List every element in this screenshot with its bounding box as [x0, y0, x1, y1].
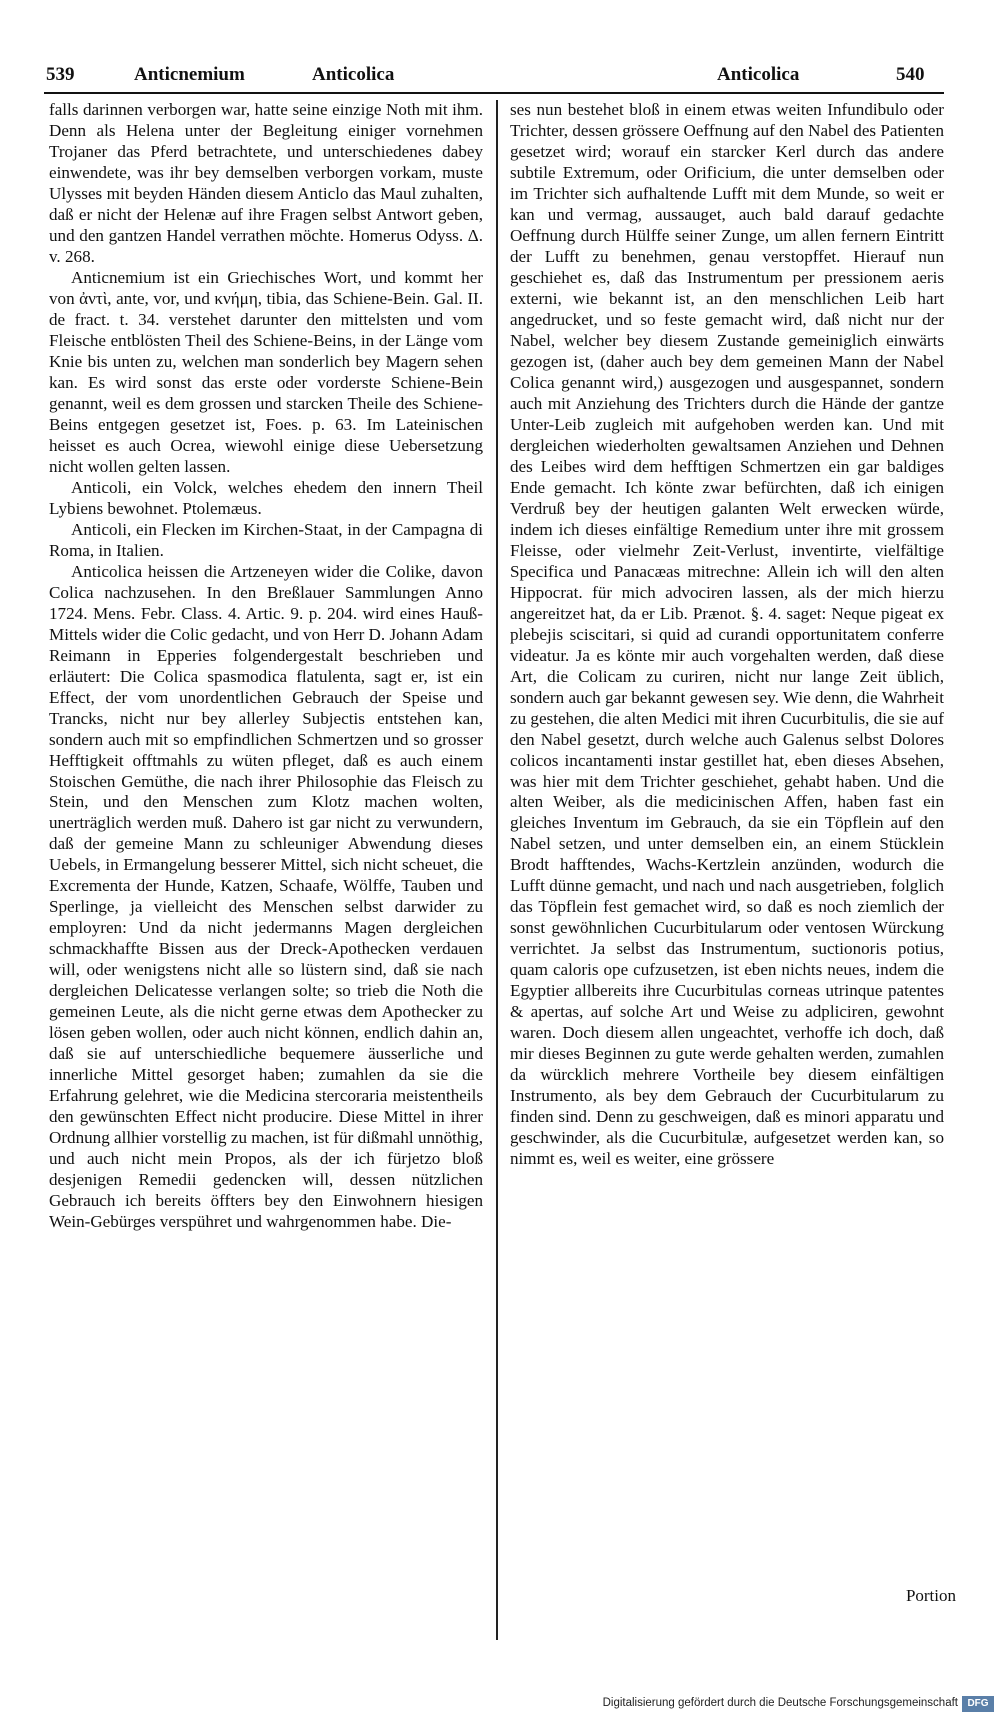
column-divider: [496, 100, 498, 1640]
keyword-right: Anticolica: [717, 64, 800, 85]
text-columns: [44, 100, 944, 1640]
keyword-left-last: Anticolica: [312, 64, 395, 85]
page-header: [44, 58, 944, 94]
entry-paragraph: ses nun bestehet bloß in einem etwas weiten Infundibulo oder Trichter, dessen grössere Oeffnung auf den Nabel des Patienten gesetzet wird; worauf ein starcker Kerl durch das andere subtile Extremum, oder Orificium, die unter demselben oder im Trichter sich aufhaltende Lufft mit dem Munde, so weit er kan und vermag, aussauget, auch bald darauf gedachte Oeffnung durch Hülffe seiner Zunge, um allen fernern Eintritt der Lufft zu benehmen, genau verstopffet. Hierauf nun geschiehet es, daß das Instrumentum per pressionem aeris externi, wie bekannt ist, an den menschlichen Leib hart angedrucket, und so feste gemacht wird, daß nicht nur der Nabel, welcher bey diesem Zustande gemeiniglich einwärts gezogen ist, (daher auch bey dem gemeinen Mann der Nabel Colica genannt wird,) ausgezogen und ausgespannet, sondern auch mit Anziehung des Trichters durch die Hände der gantze Unter-Leib zugleich mit aufgehoben werden kan. Und mit dergleichen wiederholten gewaltsamen Anziehen und Dehnen des Leibes wird dem hefftigen Schmertzen ein gar baldiges Ende gemacht. Ich könte zwar befürchten, daß ich einigen Verdruß bey der heutigen galanten Welt erwecken würde, indem ich dieses einfältige Remedium unter ihre mit grossem Fleisse, oder vielmehr Zeit-Verlust, inventirte, vielfältige Specifica und Panacæas mitrechne: Allein ich will den alten Hippocrat. für mich advociren lassen, als der mich hierzu angereitzet hat, da er Lib. Prænot. §. 4. saget: Neque pigeat ex plebejis sciscitari, si quid ad curandi opportunitatem conferre videatur. Ja es könte mir auch vorgehalten werden, daß diese Art, die Colicam zu curiren, nicht nur lange Zeit üblich, sondern auch gar bekannt gewesen sey. Wie denn, die Wahrheit zu gestehen, die alten Medici mit ihren Cucurbitulis, die sie auf den Nabel gesetzt, durch welche auch Galenus selbst Dolores colicos incantamenti instar gestillet hat, eben dieses Absehen, was hier mit dem Trichter geschiehet, gehabt haben. Und die alten Weiber, als die medicinischen Affen, haben fast ein gleiches Inventum im Gebrauch, da sie ein Töpflein auf den Nabel setzen, und unter demselben ein, an einem Stücklein Brodt hafftendes, Wachs-Kertzlein anzünden, wodurch die Lufft dünne gemacht, und nach und nach ausgetrieben, folglich das Töpflein fest gemachet wird, so daß es noch ziemlich der sonst gewöhnlichen Cucurbitularum oder ventosen Würckung verrichtet. Ja selbst das Instrumentum, suctionoris potius, quam caloris ope cufzusetzen, ist eben nichts neues, indem die Egyptier allbereits ihre Cucurbitulas corneas utrinque patentes & apertas, auf solche Art und Weise zu adpliciren, gewohnt waren. Doch diesem allen ungeachtet, verhoffe ich doch, daß mir dieses Beginnen zu gute werde gehalten werden, zumahlen da würcklich mehrere Vortheile bey diesem einfältigen Instrumento, als bey dem Gebrauch der Cucurbitularum zu finden sind. Denn zu geschweigen, daß es minori apparatu und geschwinder, als die Cucurbitulæ, aufgesetzet werden kan, so nimmt es, weil es weiter, eine grössere: [510, 100, 944, 1169]
left-column: [49, 100, 483, 1233]
entry-paragraph: Anticnemium ist ein Griechisches Wort, und kommt her von ἀντὶ, ante, vor, und κνήμη, tibia, das Schiene-Bein. Gal. II. de fract. t. 34. verstehet darunter den mittelsten und vom Fleische entblösten Theil des Schiene-Beins, in der Länge vom Knie bis unten zu, welchen man sonderlich bey Magern sehen kan. Es wird sonst das erste oder vorderste Schiene-Bein genannt, weil es dem grossen und starcken Theile des Schiene-Beins entgegen gesetzet ist, Foes. p. 63. Im Lateinischen heisset es auch Ocrea, wiewohl einige diese Uebersetzung nicht wollen gelten lassen.: [49, 267, 483, 476]
right-column: [510, 100, 944, 1170]
digitization-footer: [0, 1695, 1000, 1715]
catchword: Portion: [905, 1586, 956, 1605]
page-number-left: 539: [46, 64, 75, 85]
entry-paragraph: falls darinnen verborgen war, hatte seine einzige Noth mit ihm. Denn als Helena unter der Begleitung einiger vornehmen Trojaner das Pferd betrachtete, und unterschiedenes dabey einwendete, was ihr bey demselben verborgen vorkam, muste Ulysses mit beyden Händen diesem Anticlo das Maul zuhalten, daß er nicht der Helenæ auf ihre Fragen selbst Antwort geben, und den gantzen Handel verrathen möchte. Homerus Odyss. Δ. v. 268.: [49, 100, 483, 266]
entry-paragraph: Anticolica heissen die Artzeneyen wider die Colike, davon Colica nachzusehen. In den Breßlauer Sammlungen Anno 1724. Mens. Febr. Class. 4. Artic. 9. p. 204. wird eines Hauß-Mittels wider die Colic gedacht, und von Herr D. Johann Adam Reimann in Epperies folgendergestalt beschrieben und erläutert: Die Colica spasmodica flatulenta, sagt er, ist ein Effect, der vom unordentlichen Gebrauch der Speise und Trancks, nicht nur bey allerley Subjectis entstehen kan, sondern auch mit so empfindlichen Schmertzen und so grosser Hefftigkeit offtmahls zu wüten pfleget, daß es auch einem Stoischen Gemüthe, die nach ihrer Philosophie das Fleisch zu Stein, und den Menschen zum Klotz machen wolten, unerträglich werden muß. Dahero ist gar nicht zu verwundern, daß der gemeine Mann zu schleuniger Abwendung dieses Uebels, in Ermangelung besserer Mittel, sich nicht scheuet, die Excrementa der Hunde, Katzen, Schaafe, Wölffe, Tauben und Sperlinge, ja vielleicht des Menschen selbst darwider zu employren: Und da nicht jedermanns Magen dergleichen schmackhaffte Bissen aus der Dreck-Apothecken verdauen will, oder wenigstens nicht alle so lüstern sind, daß sie nach dergleichen Delicatesse verlangen solte; so trieb die Noth die gemeinen Leute, als die nicht gerne etwas dem Apothecker zu lösen geben wollen, oder auch nicht können, endlich dahin an, daß sie auf unterschiedliche bequemere äusserliche und innerliche Mittel gesorget haben; zumahlen da sie die Erfahrung gelehret, wie die Medicina stercoraria meistentheils den gewünschten Effect nicht producire. Diese Mittel in ihrer Ordnung allhier vorstellig zu machen, ist für dißmahl unnöthig, und auch nicht mein Propos, als der ich fürjetzo bloß desjenigen Remedii gedencken will, dessen nützlichen Gebrauch ich bereits öffters bey den Einwohnern hiesigen Wein-Gebürges verspühret und wahrgenommen habe. Die-: [49, 561, 483, 1232]
entry-paragraph: Anticoli, ein Volck, welches ehedem den innern Theil Lybiens bewohnet. Ptolemæus.: [49, 477, 483, 518]
dfg-logo: DFG: [962, 1696, 994, 1712]
funding-note: Digitalisierung gefördert durch die Deutsche Forschungsgemeinschaft: [602, 1697, 958, 1709]
entry-paragraph: Anticoli, ein Flecken im Kirchen-Staat, in der Campagna di Roma, in Italien.: [49, 519, 483, 560]
book-page: [44, 58, 944, 1232]
page-number-right: 540: [896, 64, 925, 85]
keyword-left-first: Anticnemium: [134, 64, 245, 85]
